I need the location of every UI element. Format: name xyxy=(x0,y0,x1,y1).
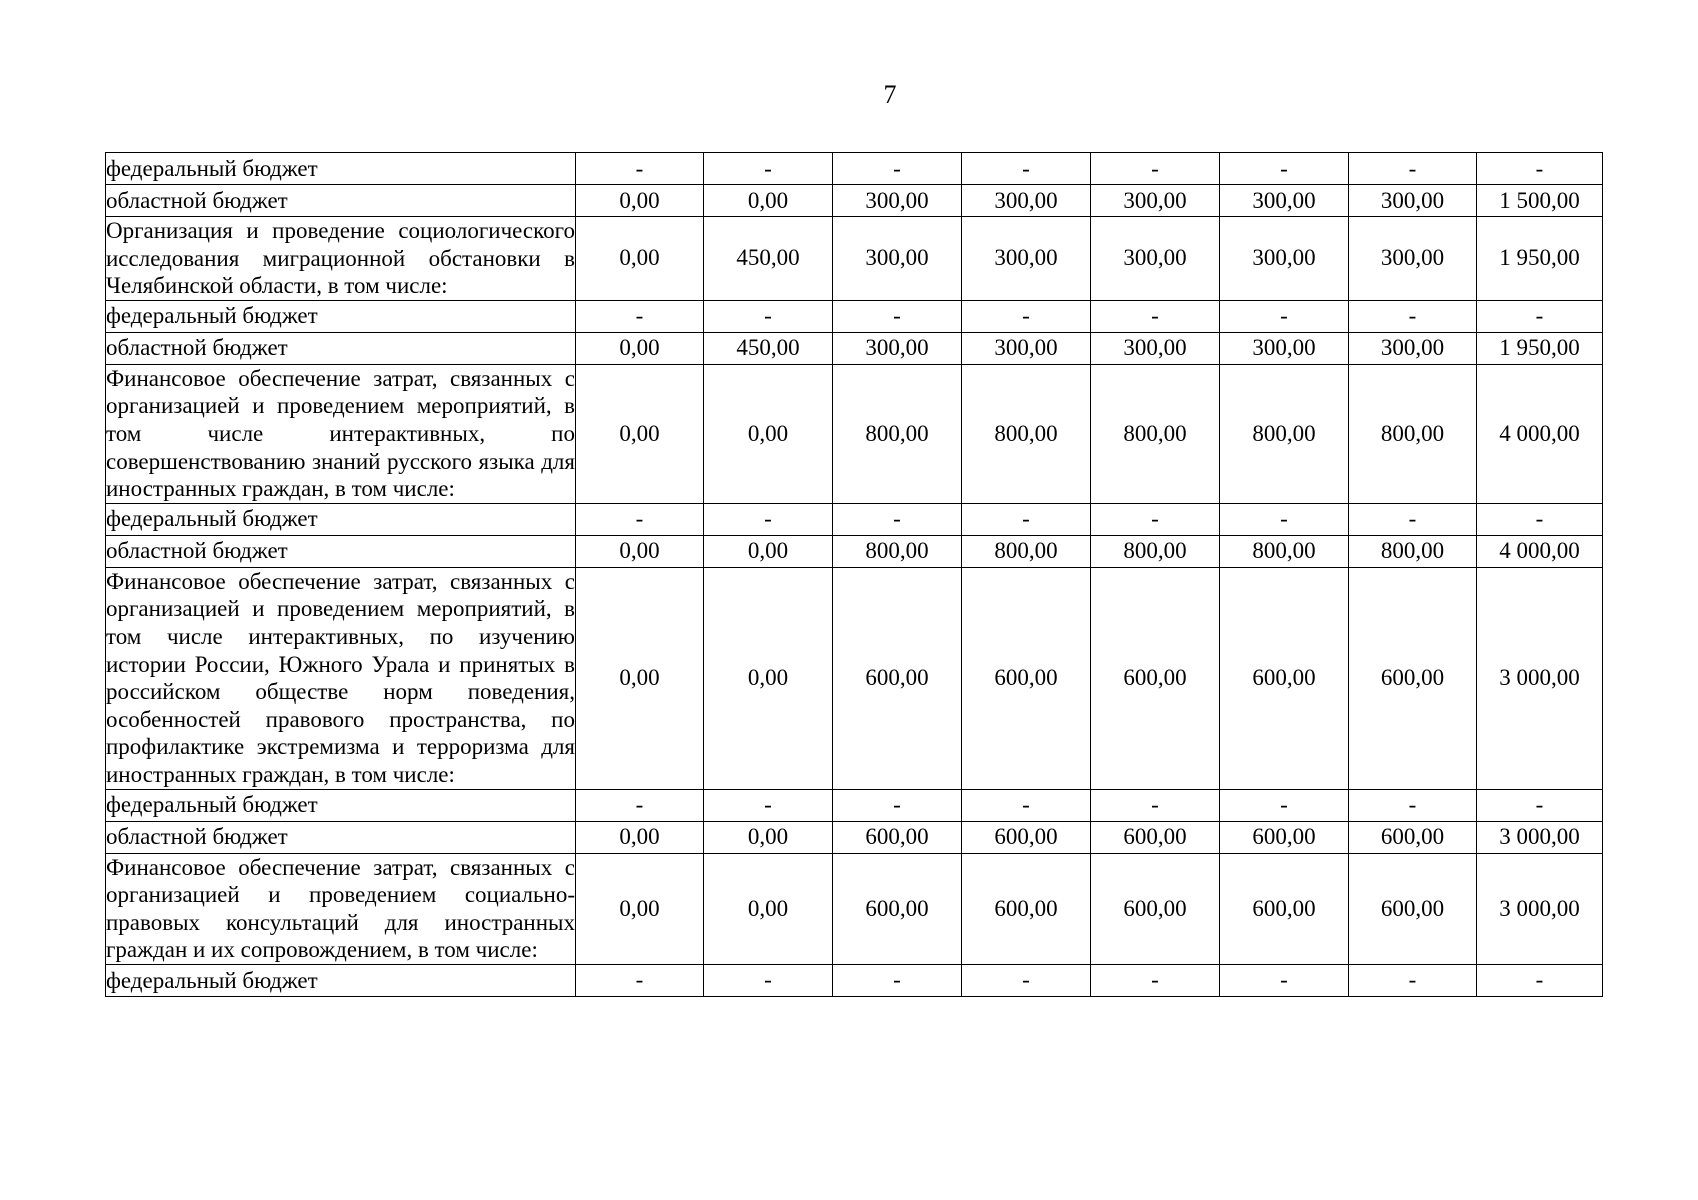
row-value-cell: 0,00 xyxy=(704,364,833,503)
row-value-cell: 800,00 xyxy=(1349,535,1477,567)
table-row xyxy=(106,185,1603,217)
row-total-cell: 1 500,00 xyxy=(1477,185,1603,217)
row-value-cell: 0,00 xyxy=(576,535,704,567)
table-row xyxy=(106,332,1603,364)
row-label: областной бюджет xyxy=(106,821,576,853)
row-value-cell: 0,00 xyxy=(576,185,704,217)
row-value-cell: - xyxy=(1220,964,1349,996)
row-value-cell: 0,00 xyxy=(704,185,833,217)
row-value-cell: - xyxy=(576,153,704,185)
row-value-cell: - xyxy=(1349,503,1477,535)
row-value-cell: - xyxy=(704,964,833,996)
table-body xyxy=(106,153,1603,997)
row-value-cell: 300,00 xyxy=(962,185,1091,217)
row-value-cell: 800,00 xyxy=(962,535,1091,567)
row-value-cell: - xyxy=(833,300,962,332)
row-value-cell: - xyxy=(833,964,962,996)
row-value-cell: 600,00 xyxy=(1091,853,1220,964)
table-row xyxy=(106,217,1603,301)
row-value-cell: - xyxy=(1091,789,1220,821)
row-value-cell: 300,00 xyxy=(1091,185,1220,217)
row-value-cell: 300,00 xyxy=(1349,217,1477,301)
row-total-cell: 1 950,00 xyxy=(1477,332,1603,364)
row-value-cell: 0,00 xyxy=(704,535,833,567)
row-value-cell: 600,00 xyxy=(962,567,1091,789)
row-value-cell: - xyxy=(1091,153,1220,185)
row-total-cell: - xyxy=(1477,300,1603,332)
row-value-cell: - xyxy=(1091,503,1220,535)
row-value-cell: - xyxy=(1220,153,1349,185)
row-value-cell: - xyxy=(1349,153,1477,185)
row-label: Организация и проведение социологического исследования миграционной обстановки в Челябинской области, в том числе: xyxy=(106,217,576,301)
row-label: областной бюджет xyxy=(106,535,576,567)
row-value-cell: 300,00 xyxy=(1091,217,1220,301)
row-value-cell: 300,00 xyxy=(833,217,962,301)
row-value-cell: 600,00 xyxy=(1220,821,1349,853)
row-value-cell: - xyxy=(962,964,1091,996)
row-value-cell: 0,00 xyxy=(576,853,704,964)
row-value-cell: - xyxy=(833,503,962,535)
row-value-cell: - xyxy=(962,300,1091,332)
row-label: областной бюджет xyxy=(106,185,576,217)
row-value-cell: - xyxy=(1220,300,1349,332)
row-value-cell: 0,00 xyxy=(576,332,704,364)
row-value-cell: 300,00 xyxy=(962,217,1091,301)
row-value-cell: 600,00 xyxy=(1349,853,1477,964)
row-value-cell: - xyxy=(1220,789,1349,821)
row-value-cell: - xyxy=(833,153,962,185)
row-value-cell: 300,00 xyxy=(1349,332,1477,364)
row-value-cell: 300,00 xyxy=(1220,332,1349,364)
row-value-cell: 300,00 xyxy=(1220,185,1349,217)
row-value-cell: - xyxy=(704,300,833,332)
row-total-cell: - xyxy=(1477,789,1603,821)
row-value-cell: 600,00 xyxy=(833,853,962,964)
row-value-cell: 300,00 xyxy=(833,332,962,364)
row-value-cell: 0,00 xyxy=(576,364,704,503)
row-total-cell: 3 000,00 xyxy=(1477,567,1603,789)
row-total-cell: - xyxy=(1477,503,1603,535)
row-value-cell: 600,00 xyxy=(1349,567,1477,789)
table-row xyxy=(106,364,1603,503)
table-row xyxy=(106,300,1603,332)
row-value-cell: - xyxy=(962,153,1091,185)
row-value-cell: 800,00 xyxy=(833,364,962,503)
row-value-cell: 600,00 xyxy=(1091,821,1220,853)
row-value-cell: 0,00 xyxy=(576,217,704,301)
row-value-cell: 600,00 xyxy=(962,821,1091,853)
row-total-cell: 1 950,00 xyxy=(1477,217,1603,301)
row-value-cell: 0,00 xyxy=(704,853,833,964)
row-value-cell: - xyxy=(962,789,1091,821)
row-value-cell: - xyxy=(1091,300,1220,332)
row-total-cell: - xyxy=(1477,153,1603,185)
row-value-cell: 800,00 xyxy=(962,364,1091,503)
row-value-cell: 450,00 xyxy=(704,332,833,364)
row-value-cell: 600,00 xyxy=(1091,567,1220,789)
row-value-cell: - xyxy=(704,153,833,185)
row-value-cell: 800,00 xyxy=(1220,364,1349,503)
table-row xyxy=(106,789,1603,821)
row-label: федеральный бюджет xyxy=(106,300,576,332)
table-row xyxy=(106,821,1603,853)
row-value-cell: 300,00 xyxy=(1220,217,1349,301)
row-value-cell: 600,00 xyxy=(1349,821,1477,853)
table-row xyxy=(106,853,1603,964)
row-value-cell: 300,00 xyxy=(833,185,962,217)
table-row xyxy=(106,567,1603,789)
row-value-cell: - xyxy=(704,789,833,821)
row-label: областной бюджет xyxy=(106,332,576,364)
table-row xyxy=(106,964,1603,996)
row-value-cell: 800,00 xyxy=(1349,364,1477,503)
row-total-cell: 3 000,00 xyxy=(1477,853,1603,964)
row-value-cell: 0,00 xyxy=(704,567,833,789)
row-value-cell: 600,00 xyxy=(1220,853,1349,964)
row-value-cell: 600,00 xyxy=(833,821,962,853)
table-row xyxy=(106,153,1603,185)
row-value-cell: - xyxy=(576,789,704,821)
row-value-cell: 600,00 xyxy=(962,853,1091,964)
row-value-cell: 0,00 xyxy=(576,821,704,853)
table-row xyxy=(106,535,1603,567)
row-value-cell: - xyxy=(576,503,704,535)
row-total-cell: - xyxy=(1477,964,1603,996)
row-value-cell: - xyxy=(1220,503,1349,535)
row-value-cell: - xyxy=(1349,964,1477,996)
row-total-cell: 4 000,00 xyxy=(1477,364,1603,503)
row-value-cell: - xyxy=(833,789,962,821)
row-label: федеральный бюджет xyxy=(106,503,576,535)
row-value-cell: 450,00 xyxy=(704,217,833,301)
row-total-cell: 4 000,00 xyxy=(1477,535,1603,567)
row-value-cell: - xyxy=(704,503,833,535)
row-label: федеральный бюджет xyxy=(106,789,576,821)
row-value-cell: 800,00 xyxy=(1091,535,1220,567)
row-value-cell: 800,00 xyxy=(1220,535,1349,567)
row-value-cell: 800,00 xyxy=(1091,364,1220,503)
row-value-cell: - xyxy=(1091,964,1220,996)
row-total-cell: 3 000,00 xyxy=(1477,821,1603,853)
row-value-cell: - xyxy=(576,964,704,996)
row-value-cell: - xyxy=(576,300,704,332)
row-label: Финансовое обеспечение затрат, связанных с организацией и проведением социально-правовых консультаций для иностранных граждан и их сопровождением, в том числе: xyxy=(106,853,576,964)
row-value-cell: - xyxy=(1349,300,1477,332)
row-value-cell: 600,00 xyxy=(833,567,962,789)
row-value-cell: 0,00 xyxy=(576,567,704,789)
row-value-cell: 300,00 xyxy=(1349,185,1477,217)
row-label: Финансовое обеспечение затрат, связанных с организацией и проведением мероприятий, в том числе интерактивных, по изучению истории России, Южного Урала и принятых в российском обществе норм поведения, особенностей правового пространства, по профилактике экстремизма и терроризма для иностранных граждан, в том числе: xyxy=(106,567,576,789)
row-value-cell: 300,00 xyxy=(1091,332,1220,364)
row-value-cell: 800,00 xyxy=(833,535,962,567)
row-label: федеральный бюджет xyxy=(106,964,576,996)
row-value-cell: 300,00 xyxy=(962,332,1091,364)
row-value-cell: 600,00 xyxy=(1220,567,1349,789)
row-value-cell: - xyxy=(1349,789,1477,821)
row-value-cell: - xyxy=(962,503,1091,535)
page-number: 7 xyxy=(883,80,897,109)
budget-table xyxy=(105,152,1603,997)
row-label: Финансовое обеспечение затрат, связанных с организацией и проведением мероприятий, в том числе интерактивных, по совершенствованию знаний русского языка для иностранных граждан, в том числе: xyxy=(106,364,576,503)
table-row xyxy=(106,503,1603,535)
row-value-cell: 0,00 xyxy=(704,821,833,853)
row-label: федеральный бюджет xyxy=(106,153,576,185)
